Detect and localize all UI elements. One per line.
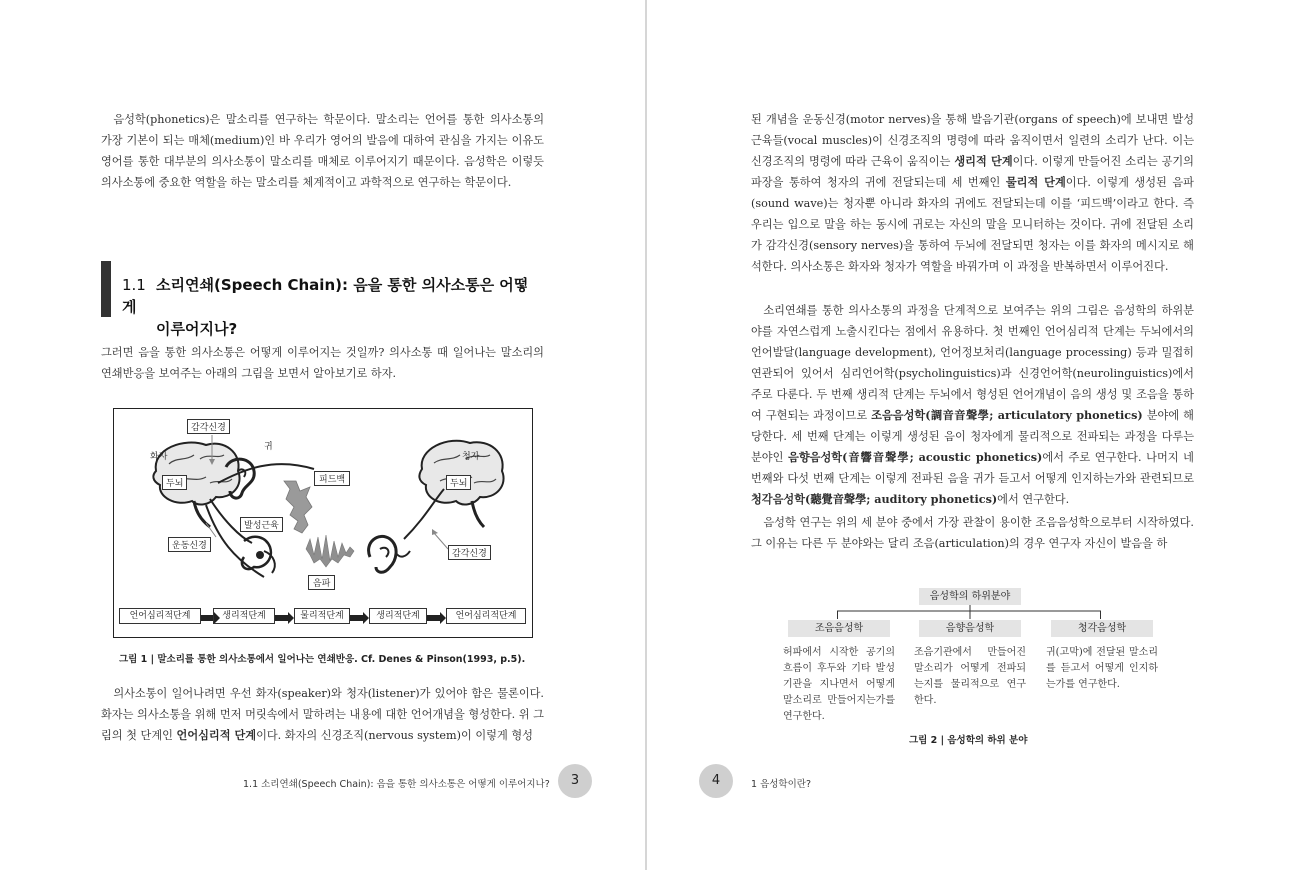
para3-text-a: 의사소통이 일어나려면 우선 화자(speaker)와 청자(listener)가 있어야 함은 물론이다. 화자는 의사소통을 위해 먼저 머릿속에서 말하려는 내용에 대한 언어개념을 형성한다. 위 그림의 첫 단계인 bbox=[101, 687, 544, 742]
p1-bold-1: 생리적 단계 bbox=[954, 154, 1013, 168]
right-paragraph-3: 음성학 연구는 위의 세 분야 중에서 가장 관찰이 용이한 조음음성학으로부터 시작하였다. 그 이유는 다른 두 분야와는 달리 조음(articulation)의 경우 연구자 자신이 발음을 하 bbox=[751, 516, 1194, 550]
speech-chain-figure bbox=[113, 408, 533, 638]
heading-bar bbox=[101, 261, 111, 317]
para3-bold: 언어심리적 단계 bbox=[176, 728, 257, 742]
tree-branch-articulatory: 조음음성학 bbox=[788, 620, 890, 637]
p1-text-c: 이다. 이렇게 생성된 음파(sound wave)는 청자뿐 아니라 화자의 귀에도 전달되는데 이를 ‘피드백’이라고 한다. 즉 우리는 입으로 말을 하는 동시에 귀로는 자신의 말을 모니터하는 것이다. 귀에 전달된 소리가 감각신경(sensory nerves)을 통하여 두뇌에 전달되면 청자는 이를 화자의 메시지로 해석한다. 의사소통은 화자와 청자가 역할을 바꿔가며 이 과정을 반복하면서 이루어진다. bbox=[751, 176, 1194, 273]
section-heading bbox=[122, 274, 542, 340]
label-sensory-nerve-top: 감각신경 bbox=[187, 419, 230, 434]
label-feedback: 피드백 bbox=[314, 471, 350, 486]
tree-root-label: 음성학의 하위분야 bbox=[919, 588, 1021, 605]
listener-ear-icon bbox=[369, 536, 410, 572]
p2-text-b: 분야에 해당한다. 세 번째 단계는 이렇게 생성된 음이 청자에게 물리적으로 전파되는 과정을 다루는 분야인 bbox=[751, 409, 1194, 464]
figure-2-caption: 그림 2 | 음성학의 하위 분야 bbox=[909, 735, 1028, 746]
stage-box-4: 생리적단계 bbox=[369, 608, 427, 624]
left-page bbox=[0, 0, 645, 870]
label-sensory-nerve-right: 감각신경 bbox=[448, 545, 491, 560]
label-speaker: 화자 bbox=[150, 452, 168, 462]
para3-text-b: 이다. 화자의 신경조직(nervous system)이 이렇게 형성 bbox=[256, 729, 533, 742]
stage-box-1: 언어심리적단계 bbox=[119, 608, 201, 624]
tree-branch-acoustic: 음향음성학 bbox=[919, 620, 1021, 637]
p1-bold-2: 물리적 단계 bbox=[1005, 175, 1066, 189]
heading-line1: 소리연쇄(Speech Chain): 음을 통한 의사소통은 어떻게 bbox=[122, 276, 529, 316]
paragraph-2: 그러면 음을 통한 의사소통은 어떻게 이루어지는 것일까? 의사소통 때 일어나는 말소리의 연쇄반응을 보여주는 아래의 그림을 보면서 알아보기로 하자. bbox=[101, 346, 544, 380]
label-motor-nerve: 운동신경 bbox=[168, 537, 211, 552]
p1-text-a: 된 개념을 운동신경(motor nerves)을 통해 발음기관(organs of speech)에 보내면 발성근육들(vocal muscles)이 신경조직의 명령에 따라 움직이면서 일련의 소리가 난다. 이는 신경조직의 명령에 따라 근육이 움직이는 bbox=[751, 113, 1194, 168]
left-footer-running-title: 1.1 소리연쇄(Speech Chain): 음을 통한 의사소통은 어떻게 이루어지나? bbox=[243, 779, 550, 790]
stage-box-5: 언어심리적단계 bbox=[446, 608, 526, 624]
label-sound-wave: 음파 bbox=[308, 575, 335, 590]
label-vocal-muscles: 발성근육 bbox=[240, 517, 283, 532]
figure-1-caption: 그림 1 | 말소리를 통한 의사소통에서 일어나는 연쇄반응. Cf. Denes & Pinson(1993, p.5). bbox=[119, 654, 526, 665]
p2-bold-3: 청각음성학(聽覺音聲學; auditory phonetics) bbox=[751, 492, 998, 506]
heading-line2: 이루어지나? bbox=[156, 320, 238, 338]
tree-desc-articulatory: 허파에서 시작한 공기의 흐름이 후두와 기타 발성기관을 지나면서 어떻게 말소리로 만들어지는가를 연구한다. bbox=[783, 647, 895, 722]
stage-box-2: 생리적단계 bbox=[213, 608, 275, 624]
tree-desc-auditory: 귀(고막)에 전달된 말소리를 듣고서 어떻게 인지하는가를 연구한다. bbox=[1046, 647, 1158, 690]
paragraph-3 bbox=[101, 683, 544, 746]
p2-text-d: 에서 연구한다. bbox=[997, 493, 1070, 506]
p2-text-a: 소리연쇄를 통한 의사소통의 과정을 단계적으로 보여주는 위의 그림은 음성학의 하위분야를 자연스럽게 노출시킨다는 점에서 유용하다. 첫 번째인 언어심리적 단계는 두뇌에서의 언어발달(language development), 언어정보처리(language processing) 등과 밀접히 연관되어 있어서 심리언어학(psycholinguistics)과 신경언어학(neurolinguistics)에서 주로 다룬다. 두 번째 생리적 단계는 두뇌에서 형성된 언어개념이 음의 생성 및 조음을 통하여 구현되는 과정이므로 bbox=[751, 304, 1194, 422]
label-speaker-brain: 두뇌 bbox=[162, 475, 187, 490]
p2-text-c: 에서 주로 연구한다. 나머지 네 번째와 다섯 번째 단계는 이렇게 전파된 음을 귀가 듣고서 어떻게 인지하는가와 관련되므로 bbox=[751, 451, 1194, 485]
p2-bold-2: 음향음성학(音響音聲學; acoustic phonetics) bbox=[788, 450, 1043, 464]
heading-number: 1.1 bbox=[122, 276, 146, 294]
p1-text-b: 이다. 이렇게 만들어진 소리는 공기의 파장을 통하여 청자의 귀에 전달되는데 세 번째인 bbox=[751, 155, 1194, 189]
tree-branch-auditory: 청각음성학 bbox=[1051, 620, 1153, 637]
right-page bbox=[647, 0, 1292, 870]
tree-desc-acoustic: 조음기관에서 만들어진 말소리가 어떻게 전파되는지를 물리적으로 연구한다. bbox=[914, 647, 1026, 706]
sound-wave-icon bbox=[306, 535, 354, 567]
page-number-4: 4 bbox=[699, 764, 733, 798]
label-ear: 귀 bbox=[264, 442, 273, 452]
intro-paragraph: 음성학(phonetics)은 말소리를 연구하는 학문이다. 말소리는 언어를 통한 의사소통의 가장 기본이 되는 매체(medium)인 바 우리가 영어의 발음에 대하여 관심을 가지는 이유도 영어를 통한 대부분의 의사소통이 말소리를 매체로 이루어지기 때문이다. 음성학은 이렇듯 의사소통에 중요한 역할을 하는 말소리를 체계적이고 과학적으로 연구하는 학문이다. bbox=[101, 113, 544, 189]
feedback-wave-icon bbox=[284, 481, 312, 533]
label-listener-brain: 두뇌 bbox=[446, 475, 471, 490]
right-footer-running-title: 1 음성학이란? bbox=[751, 779, 811, 790]
page-number-3: 3 bbox=[558, 764, 592, 798]
right-paragraph-2 bbox=[751, 300, 1194, 510]
stage-box-3: 물리적단계 bbox=[294, 608, 350, 624]
vocal-organs-icon bbox=[242, 537, 275, 573]
right-paragraph-1 bbox=[751, 109, 1194, 277]
p2-bold-1: 조음음성학(調音音聲學; articulatory phonetics) bbox=[871, 408, 1143, 422]
label-listener: 청자 bbox=[462, 452, 480, 462]
speech-chain-diagram bbox=[114, 409, 532, 637]
